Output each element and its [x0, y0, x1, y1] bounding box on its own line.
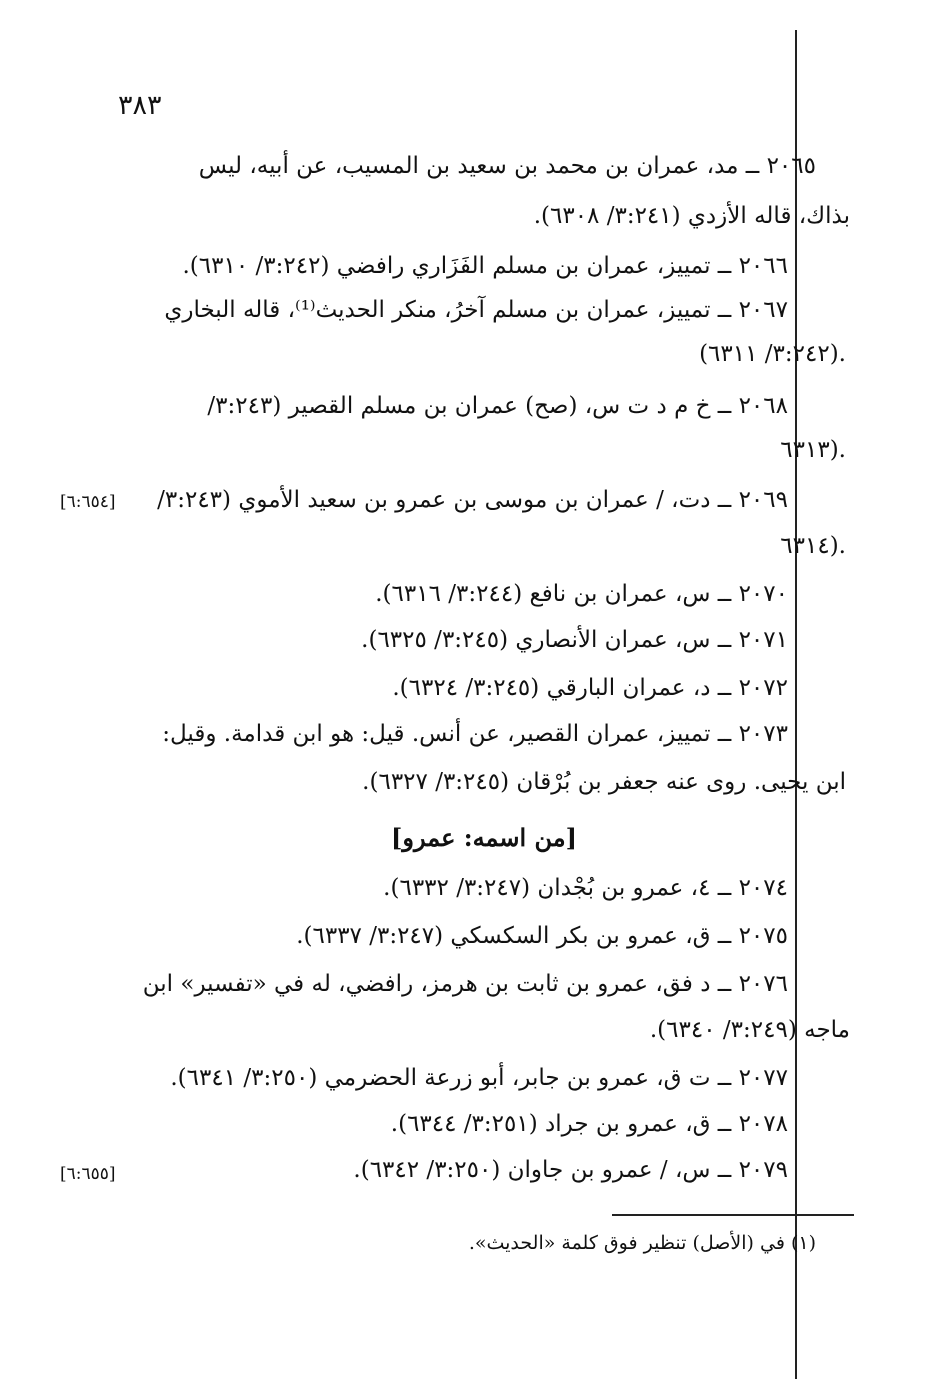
- entry-2073-line-2: ابن يحيى. روى عنه جعفر بن بُرْقان (٣:٢٤٥/ ٦٣٢٧).: [362, 769, 846, 795]
- page-number: ٣٨٣: [118, 90, 162, 121]
- entry-2073-line-1: ٢٠٧٣ ــ تمييز، عمران القصير، عن أنس. قيل: هو ابن قدامة. وقيل:: [162, 721, 788, 747]
- entry-2076-line-2: ماجه (٣:٢٤٩/ ٦٣٤٠).: [649, 1017, 850, 1043]
- entry-2067-line-2: (٣:٢٤٢/ ٦٣١١).: [699, 341, 846, 367]
- footnote-rule: [612, 1214, 854, 1216]
- entry-2071-line-1: ٢٠٧١ ــ س، عمران الأنصاري (٣:٢٤٥/ ٦٣٢٥).: [361, 627, 788, 653]
- entry-2065-line-2: بذاك، قاله الأزدي (٣:٢٤١/ ٦٣٠٨).: [533, 203, 850, 229]
- entry-2070-line-1: ٢٠٧٠ ــ س، عمران بن نافع (٣:٢٤٤/ ٦٣١٦).: [375, 581, 788, 607]
- entry-2068-line-2: ٦٣١٣).: [780, 437, 846, 463]
- entry-2066-line-1: ٢٠٦٦ ــ تمييز، عمران بن مسلم الفَزَاري رافضي (٣:٢٤٢/ ٦٣١٠).: [182, 253, 788, 279]
- entry-2074-line-1: ٢٠٧٤ ــ ٤، عمرو بن بُجْدان (٣:٢٤٧/ ٦٣٣٢).: [383, 875, 788, 901]
- entry-2079-line-1: ٢٠٧٩ ــ س، / عمرو بن جاوان (٣:٢٥٠/ ٦٣٤٢).: [353, 1157, 788, 1183]
- entry-2077-line-1: ٢٠٧٧ ــ ت ق، عمرو بن جابر، أبو زرعة الحضرمي (٣:٢٥٠/ ٦٣٤١).: [170, 1065, 788, 1091]
- section-heading: [من اسمه: عمرو]: [391, 823, 577, 852]
- entry-2069-line-1: ٢٠٦٩ ــ دت، / عمران بن موسى بن عمرو بن سعيد الأموي (٣:٢٤٣/: [157, 487, 788, 513]
- entry-2065-line-1: ٢٠٦٥ ــ مد، عمران بن محمد بن سعيد بن المسيب، عن أبيه، ليس: [198, 153, 816, 179]
- footnote: (١) في (الأصل) تنظير فوق كلمة «الحديث».: [468, 1232, 816, 1254]
- entry-2072-line-1: ٢٠٧٢ ــ د، عمران البارقي (٣:٢٤٥/ ٦٣٢٤).: [392, 675, 788, 701]
- entry-2067-line-1: ٢٠٦٧ ــ تمييز، عمران بن مسلم آخرُ، منكر الحديث⁽¹⁾، قاله البخاري: [164, 297, 788, 323]
- entry-2069-line-2: ٦٣١٤).: [780, 533, 846, 559]
- entry-2068-line-1: ٢٠٦٨ ــ خ م د ت س، (صح) عمران بن مسلم القصير (٣:٢٤٣/: [207, 393, 788, 419]
- entry-2076-line-1: ٢٠٧٦ ــ د فق، عمرو بن ثابت بن هرمز، رافضي، له في «تفسير» ابن: [142, 971, 788, 997]
- margin-ref-655: [٦:٦٥٥]: [60, 1164, 116, 1184]
- gutter-line: [795, 30, 797, 1379]
- margin-ref-654: [٦:٦٥٤]: [60, 492, 116, 512]
- entry-2078-line-1: ٢٠٧٨ ــ ق، عمرو بن جراد (٣:٢٥١/ ٦٣٤٤).: [390, 1111, 788, 1137]
- entry-2075-line-1: ٢٠٧٥ ــ ق، عمرو بن بكر السكسكي (٣:٢٤٧/ ٦٣٣٧).: [296, 923, 788, 949]
